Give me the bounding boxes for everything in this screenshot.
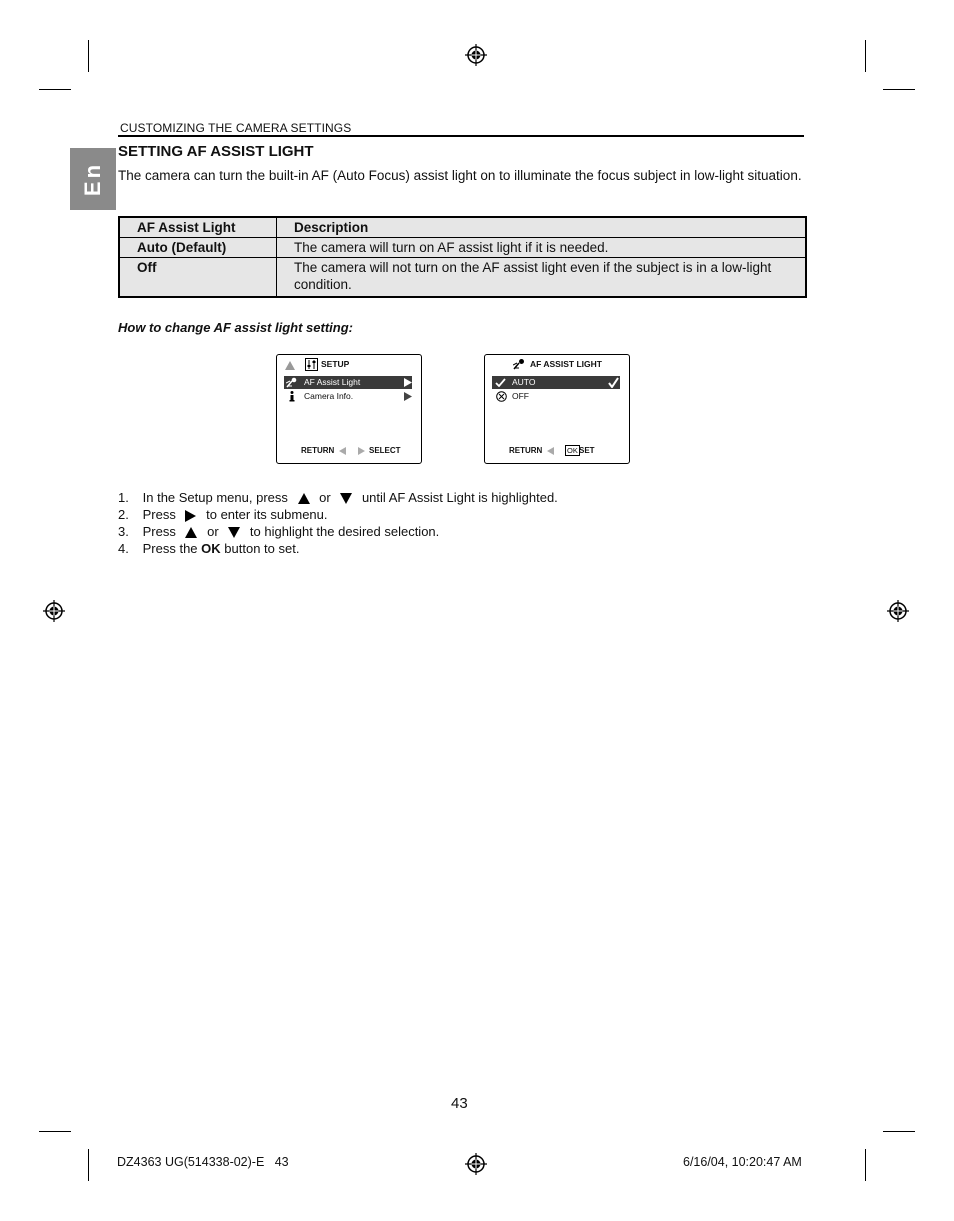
section-label: CUSTOMIZING THE CAMERA SETTINGS <box>120 121 352 135</box>
step-number: 1. <box>118 490 129 505</box>
step-number: 3. <box>118 524 129 539</box>
table-header-cell: AF Assist Light <box>119 217 277 238</box>
af-assist-icon <box>513 358 525 370</box>
crop-mark <box>865 40 866 72</box>
language-tab-label: En <box>80 161 105 197</box>
menu-item-af-assist-light[interactable] <box>284 376 412 389</box>
step-text: In the Setup menu, press <box>142 490 288 505</box>
steps-list <box>118 489 558 557</box>
footer-right: 6/16/04, 10:20:47 AM <box>683 1155 802 1169</box>
return-label: RETURN <box>301 446 335 455</box>
step-text: until AF Assist Light is highlighted. <box>361 490 558 505</box>
step-text: to enter its submenu. <box>206 507 328 522</box>
howto-label: How to change AF assist light setting: <box>118 320 353 335</box>
menu-item-label: Camera Info. <box>304 391 354 401</box>
right-arrow-icon <box>404 392 412 401</box>
table-cell-desc: The camera will not turn on the AF assist light even if the subject is in a low-light condition. <box>277 258 807 298</box>
menu-item-label: AF Assist Light <box>304 377 361 387</box>
option-label: OFF <box>512 391 529 401</box>
step-number: 2. <box>118 507 129 522</box>
table-cell-key: Auto (Default) <box>119 238 277 258</box>
right-arrow-icon <box>404 378 412 387</box>
af-assist-table <box>118 216 807 298</box>
crop-mark <box>39 89 71 90</box>
left-arrow-icon <box>339 447 346 455</box>
page-number: 43 <box>451 1095 468 1112</box>
step-text: Press <box>142 507 176 522</box>
crop-mark <box>88 40 89 72</box>
step-text: Press the <box>142 541 198 556</box>
setup-menu-screen <box>276 354 422 464</box>
step-item <box>118 540 558 557</box>
up-arrow-icon <box>285 361 295 370</box>
language-tab <box>70 148 116 210</box>
header-rule <box>118 135 804 137</box>
menu-item-camera-info[interactable] <box>284 390 412 403</box>
up-button-icon <box>185 527 197 538</box>
registration-mark-icon <box>43 600 65 622</box>
option-auto[interactable] <box>492 376 620 389</box>
step-item <box>118 506 558 523</box>
step-text: Press <box>142 524 176 539</box>
right-button-icon <box>185 510 196 522</box>
ok-button-icon: OK <box>567 446 578 455</box>
table-row <box>119 238 806 258</box>
registration-mark-icon <box>465 44 487 66</box>
step-text: to highlight the desired selection. <box>249 524 440 539</box>
crop-mark <box>883 89 915 90</box>
table-cell-desc: The camera will turn on AF assist light if it is needed. <box>277 238 807 258</box>
off-circle-icon <box>496 391 507 402</box>
page-title: SETTING AF ASSIST LIGHT <box>118 143 314 160</box>
option-off[interactable] <box>492 390 620 403</box>
table-header-cell: Description <box>277 217 807 238</box>
intro-paragraph: The camera can turn the built-in AF (Auto Focus) assist light on to illuminate the focus subject in low-light situation. <box>118 168 802 183</box>
step-item <box>118 489 558 506</box>
af-assist-light-screen <box>484 354 630 464</box>
up-button-icon <box>298 493 310 504</box>
registration-mark-icon <box>465 1153 487 1175</box>
down-button-icon <box>228 527 240 538</box>
step-text: or <box>319 490 331 505</box>
table-row <box>119 258 806 298</box>
table-header-row <box>119 217 806 238</box>
select-label: SELECT <box>369 446 401 455</box>
down-button-icon <box>340 493 352 504</box>
check-icon <box>495 378 506 387</box>
crop-mark <box>39 1131 71 1132</box>
set-label: SET <box>579 446 595 455</box>
footer-left: DZ4363 UG(514338-02)-E 43 <box>117 1155 289 1169</box>
crop-mark <box>883 1131 915 1132</box>
step-text: button to set. <box>224 541 300 556</box>
info-icon <box>289 391 295 402</box>
return-label: RETURN <box>509 446 543 455</box>
checkmark-selected-icon <box>608 377 619 388</box>
table-cell-key: Off <box>119 258 277 298</box>
step-text: or <box>207 524 219 539</box>
registration-mark-icon <box>887 600 909 622</box>
af-assist-icon <box>286 377 298 388</box>
ok-button-label: OK <box>201 541 221 556</box>
right-arrow-icon <box>358 447 365 455</box>
option-label: AUTO <box>512 377 536 387</box>
step-item <box>118 523 558 540</box>
crop-mark <box>865 1149 866 1181</box>
step-number: 4. <box>118 541 129 556</box>
crop-mark <box>88 1149 89 1181</box>
screen-title: AF ASSIST LIGHT <box>530 359 602 369</box>
left-arrow-icon <box>547 447 554 455</box>
setup-icon <box>305 358 318 371</box>
screen-title: SETUP <box>321 359 350 369</box>
